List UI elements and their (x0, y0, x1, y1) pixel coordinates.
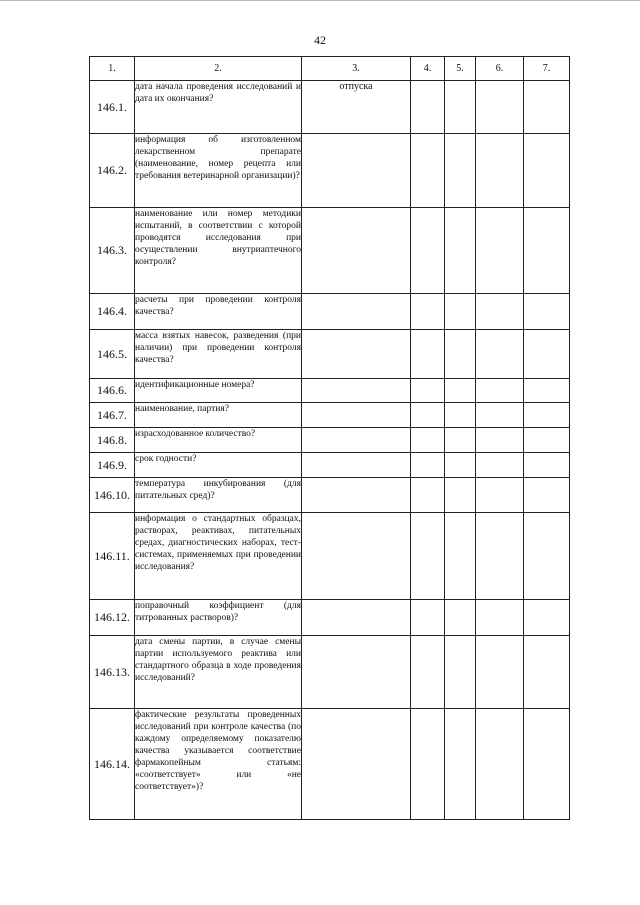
row-col3 (302, 636, 411, 709)
column-header: 1. (90, 57, 135, 81)
row-col3 (302, 403, 411, 428)
row-number: 146.3. (90, 208, 135, 294)
empty-cell (411, 403, 445, 428)
row-question: температура инкубирования (для питательных сред)? (135, 478, 302, 513)
empty-cell (411, 81, 445, 134)
empty-cell (445, 330, 476, 379)
empty-cell (476, 709, 524, 820)
row-question: фактические результаты проведенных исследований при контроле качества (по каждому определяемому показателю качества указывается соответствие фармакопейным статьям: «соответствует» или «не соответствует»)? (135, 709, 302, 820)
row-number: 146.6. (90, 379, 135, 403)
row-col3 (302, 379, 411, 403)
column-header: 7. (524, 57, 570, 81)
empty-cell (411, 636, 445, 709)
row-number: 146.5. (90, 330, 135, 379)
row-col3 (302, 478, 411, 513)
empty-cell (445, 636, 476, 709)
row-col3: отпуска (302, 81, 411, 134)
table-row (90, 134, 570, 208)
empty-cell (445, 428, 476, 453)
empty-cell (445, 208, 476, 294)
row-col3 (302, 134, 411, 208)
empty-cell (476, 478, 524, 513)
empty-cell (476, 134, 524, 208)
empty-cell (524, 453, 570, 478)
table-row (90, 294, 570, 330)
empty-cell (411, 330, 445, 379)
page-number: 42 (314, 33, 326, 47)
row-number: 146.2. (90, 134, 135, 208)
row-number: 146.12. (90, 600, 135, 636)
empty-cell (411, 134, 445, 208)
empty-cell (524, 513, 570, 600)
column-header: 4. (411, 57, 445, 81)
empty-cell (445, 81, 476, 134)
empty-cell (411, 513, 445, 600)
empty-cell (524, 709, 570, 820)
table-row (90, 428, 570, 453)
row-question: идентификационные номера? (135, 379, 302, 403)
empty-cell (524, 208, 570, 294)
empty-cell (411, 428, 445, 453)
empty-cell (524, 428, 570, 453)
top-edge-line (0, 0, 640, 1)
empty-cell (445, 453, 476, 478)
empty-cell (411, 379, 445, 403)
header-row (90, 57, 570, 81)
row-number: 146.9. (90, 453, 135, 478)
checklist-table (89, 56, 570, 820)
empty-cell (411, 208, 445, 294)
empty-cell (524, 294, 570, 330)
empty-cell (476, 208, 524, 294)
row-question: дата начала проведения исследований и дата их окончания? (135, 81, 302, 134)
row-col3 (302, 709, 411, 820)
empty-cell (411, 453, 445, 478)
empty-cell (445, 403, 476, 428)
empty-cell (476, 600, 524, 636)
row-number: 146.11. (90, 513, 135, 600)
empty-cell (445, 294, 476, 330)
row-question: масса взятых навесок, разведения (при наличии) при проведении контроля качества? (135, 330, 302, 379)
empty-cell (524, 403, 570, 428)
empty-cell (476, 428, 524, 453)
empty-cell (411, 709, 445, 820)
row-number: 146.4. (90, 294, 135, 330)
column-header: 3. (302, 57, 411, 81)
row-number: 146.8. (90, 428, 135, 453)
empty-cell (445, 600, 476, 636)
empty-cell (445, 513, 476, 600)
empty-cell (476, 636, 524, 709)
empty-cell (445, 134, 476, 208)
empty-cell (411, 294, 445, 330)
row-question: информация об изготовленном лекарственном препарате (наименование, номер рецепта или требования ветеринарной организации)? (135, 134, 302, 208)
empty-cell (445, 478, 476, 513)
row-col3 (302, 428, 411, 453)
row-col3 (302, 453, 411, 478)
empty-cell (524, 81, 570, 134)
table-row (90, 403, 570, 428)
empty-cell (524, 134, 570, 208)
row-question: срок годности? (135, 453, 302, 478)
empty-cell (476, 294, 524, 330)
empty-cell (445, 379, 476, 403)
row-number: 146.14. (90, 709, 135, 820)
row-col3 (302, 330, 411, 379)
empty-cell (524, 636, 570, 709)
empty-cell (476, 379, 524, 403)
empty-cell (524, 600, 570, 636)
row-number: 146.7. (90, 403, 135, 428)
table-row (90, 208, 570, 294)
row-question: поправочный коэффициент (для титрованных растворов)? (135, 600, 302, 636)
table-row (90, 81, 570, 134)
empty-cell (524, 379, 570, 403)
table-row (90, 600, 570, 636)
table-row (90, 636, 570, 709)
empty-cell (445, 709, 476, 820)
empty-cell (524, 478, 570, 513)
row-number: 146.13. (90, 636, 135, 709)
row-col3 (302, 208, 411, 294)
row-question: израсходованное количество? (135, 428, 302, 453)
empty-cell (476, 403, 524, 428)
row-col3 (302, 294, 411, 330)
column-header: 5. (445, 57, 476, 81)
column-header: 2. (135, 57, 302, 81)
empty-cell (476, 453, 524, 478)
row-question: наименование, партия? (135, 403, 302, 428)
row-question: информация о стандартных образцах, растворах, реактивах, питательных средах, диагностических наборах, тест-системах, применяемых при проведении исследования? (135, 513, 302, 600)
empty-cell (411, 478, 445, 513)
table-row (90, 513, 570, 600)
row-number: 146.10. (90, 478, 135, 513)
row-question: расчеты при проведении контроля качества? (135, 294, 302, 330)
table-row (90, 478, 570, 513)
empty-cell (476, 81, 524, 134)
table-row (90, 379, 570, 403)
empty-cell (411, 600, 445, 636)
empty-cell (476, 513, 524, 600)
table-row (90, 330, 570, 379)
row-number: 146.1. (90, 81, 135, 134)
row-col3 (302, 513, 411, 600)
row-question: наименование или номер методики испытаний, в соответствии с которой проводятся исследования при осуществлении внутриаптечного контроля? (135, 208, 302, 294)
column-header: 6. (476, 57, 524, 81)
table-row (90, 709, 570, 820)
table-row (90, 453, 570, 478)
empty-cell (524, 330, 570, 379)
row-col3 (302, 600, 411, 636)
row-question: дата смены партии, в случае смены партии используемого реактива или стандартного образца в ходе проведения исследований? (135, 636, 302, 709)
empty-cell (476, 330, 524, 379)
